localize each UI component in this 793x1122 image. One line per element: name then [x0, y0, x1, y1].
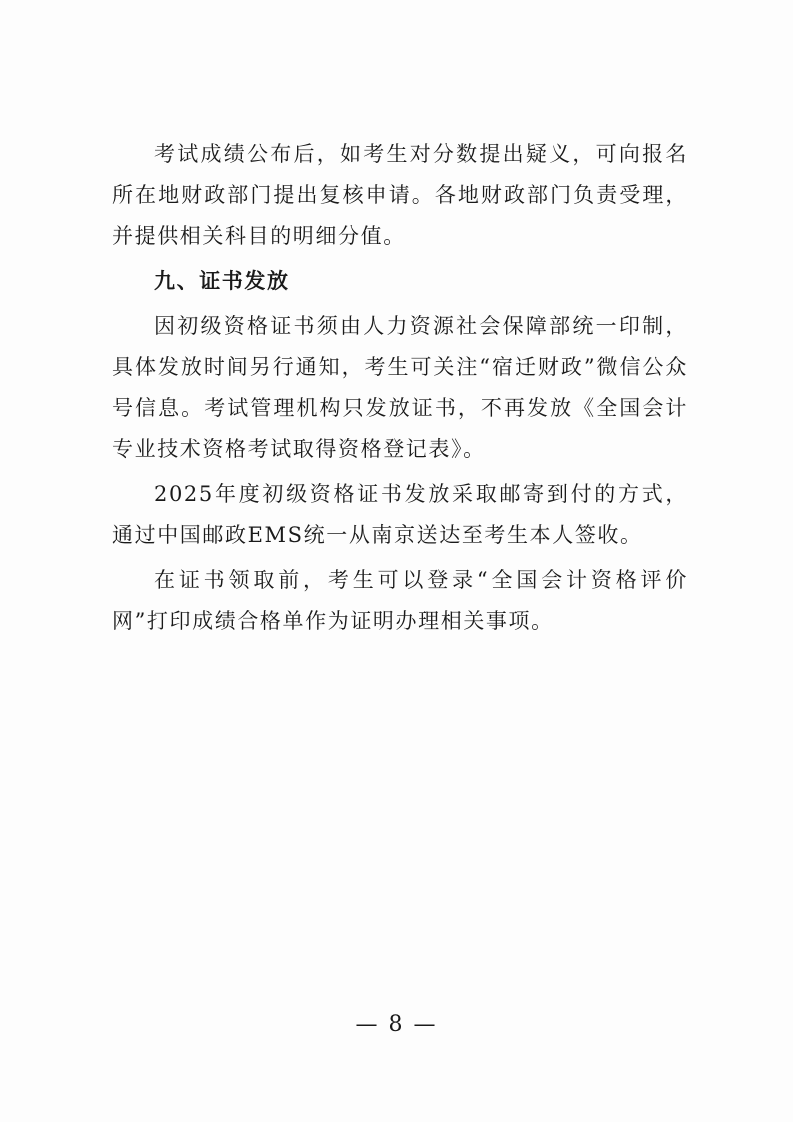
document-body	[112, 134, 688, 646]
page-number: — 8 —	[355, 1012, 438, 1037]
paragraph-score-certificate: 在证书领取前，考生可以登录“全国会计资格评价网”打印成绩合格单作为证明办理相关事项。	[112, 568, 688, 633]
paragraph-score-review: 考试成绩公布后，如考生对分数提出疑义，可向报名所在地财政部门提出复核申请。各地财政部门负责受理，并提供相关科目的明细分值。	[112, 142, 688, 248]
section-heading-certificate: 九、证书发放	[154, 269, 290, 293]
paragraph-certificate-delivery: 2025年度初级资格证书发放采取邮寄到付的方式，通过中国邮政EMS统一从南京送达至考生本人签收。	[112, 482, 688, 547]
paragraph-certificate-printing: 因初级资格证书须由人力资源社会保障部统一印制，具体发放时间另行通知，考生可关注“宿迁财政”微信公众号信息。考试管理机构只发放证书，不再发放《全国会计专业技术资格考试取得资格登记表》。	[112, 314, 688, 461]
